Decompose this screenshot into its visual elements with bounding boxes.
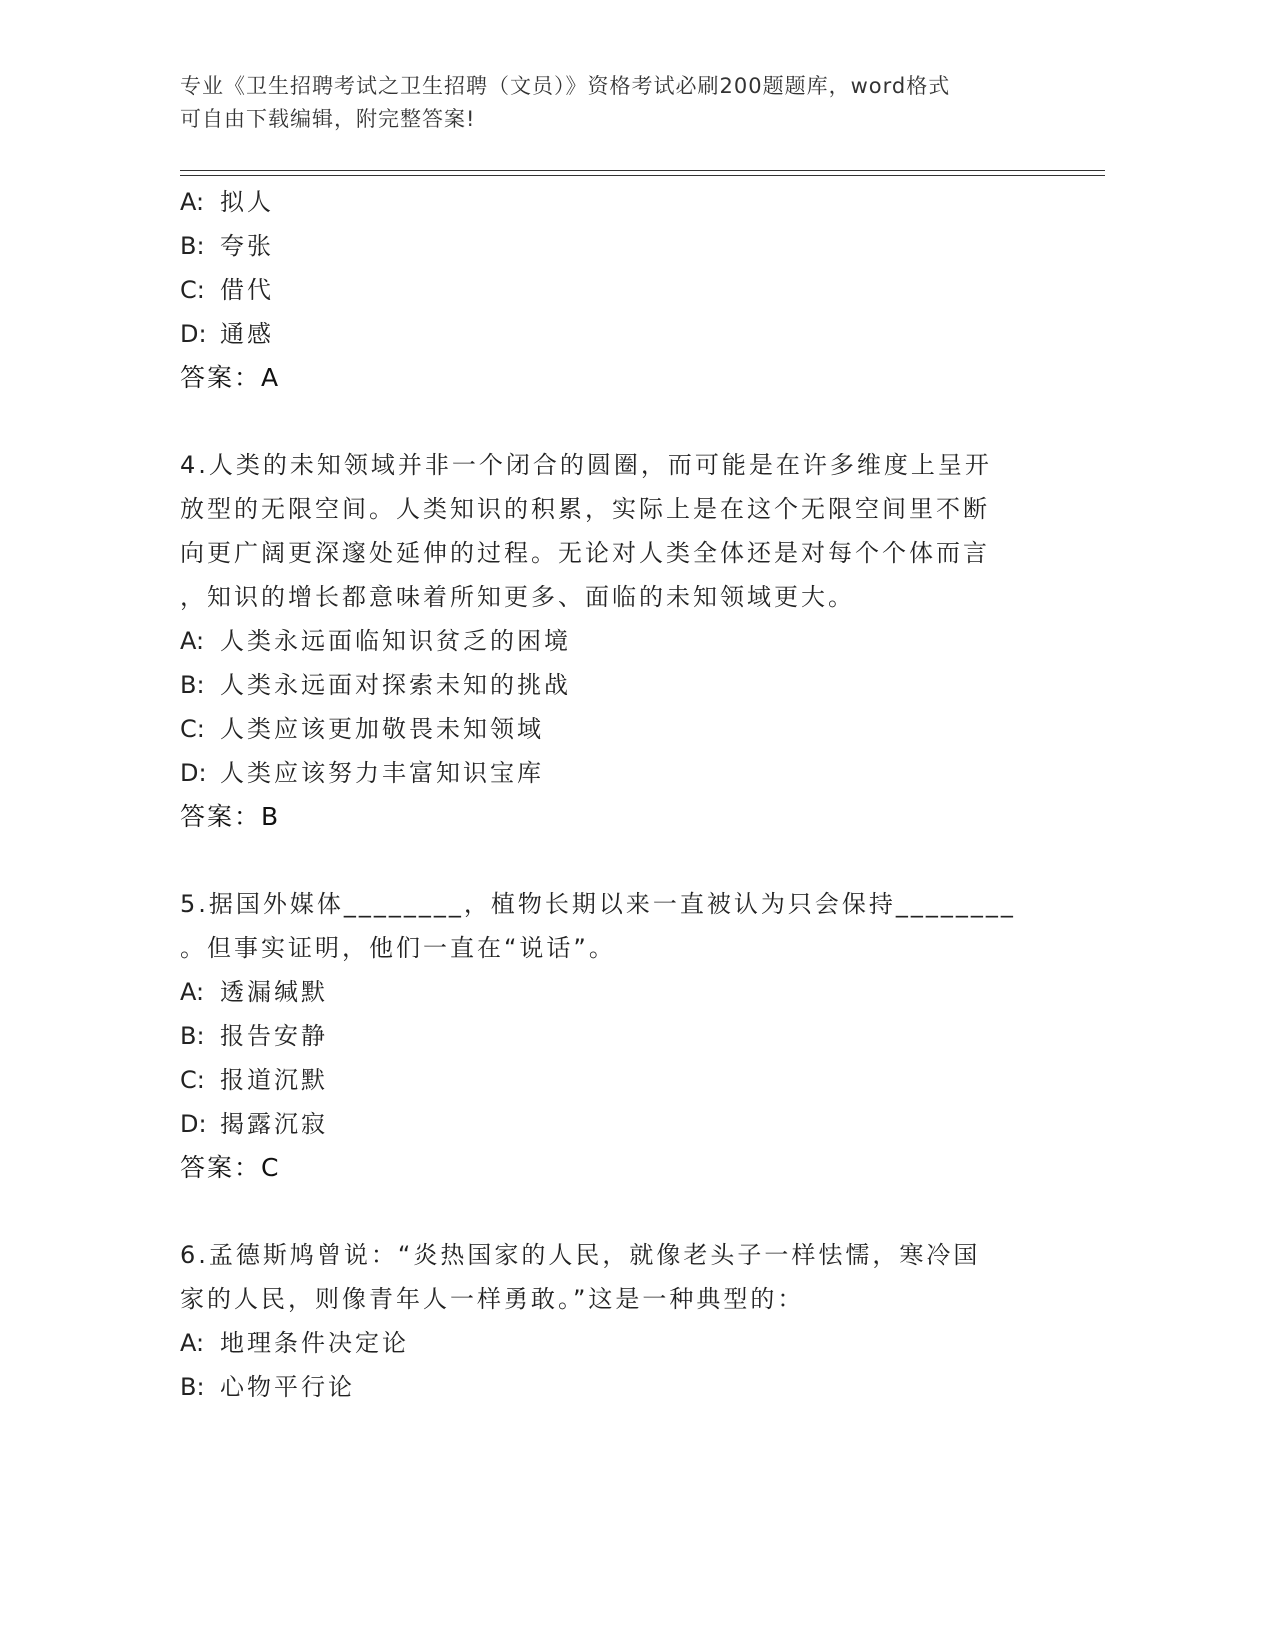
question-text-line: 家的人民，则像青年人一样勇敢。”这是一种典型的： [180, 1285, 805, 1313]
question-content [180, 180, 1040, 1409]
question-text-line: 放型的无限空间。人类知识的积累，实际上是在这个无限空间里不断 [180, 495, 990, 523]
header-divider-bottom [180, 175, 1105, 176]
option-a: A: 透漏缄默 [180, 978, 328, 1006]
option-b: B: 夸张 [180, 232, 274, 260]
option-d: D: 通感 [180, 320, 274, 348]
question-text-line: 4.人类的未知领域并非一个闭合的圆圈，而可能是在许多维度上呈开 [180, 451, 992, 479]
header-line-1: 专业《卫生招聘考试之卫生招聘（文员）》资格考试必刷200题题库，word格式 [180, 74, 951, 98]
question-3 [180, 180, 1040, 400]
document-header [180, 70, 1030, 136]
option-d: D: 揭露沉寂 [180, 1110, 328, 1138]
answer-line: 答案：C [180, 1153, 281, 1182]
answer-line: 答案：A [180, 363, 281, 392]
question-6 [180, 1233, 1040, 1409]
header-divider-top [180, 170, 1105, 171]
question-5 [180, 882, 1040, 1190]
question-text-line: 6.孟德斯鸠曾说：“炎热国家的人民，就像老头子一样怯懦，寒冷国 [180, 1241, 981, 1269]
question-text-line: ，知识的增长都意味着所知更多、面临的未知领域更大。 [180, 583, 855, 611]
header-line-2: 可自由下载编辑，附完整答案! [180, 107, 476, 131]
option-b: B: 心物平行论 [180, 1373, 355, 1401]
option-c: C: 报道沉默 [180, 1066, 328, 1094]
option-c: C: 人类应该更加敬畏未知领域 [180, 715, 544, 743]
question-text-line: 向更广阔更深邃处延伸的过程。无论对人类全体还是对每个个体而言 [180, 539, 990, 567]
question-text-line: 。但事实证明，他们一直在“说话”。 [180, 934, 616, 962]
option-a: A: 地理条件决定论 [180, 1329, 409, 1357]
option-b: B: 报告安静 [180, 1022, 328, 1050]
answer-line: 答案：B [180, 802, 281, 831]
option-a: A: 拟人 [180, 188, 274, 216]
option-d: D: 人类应该努力丰富知识宝库 [180, 759, 544, 787]
option-c: C: 借代 [180, 276, 274, 304]
option-b: B: 人类永远面对探索未知的挑战 [180, 671, 571, 699]
option-a: A: 人类永远面临知识贫乏的困境 [180, 627, 571, 655]
question-4 [180, 443, 1040, 839]
question-text-line: 5.据国外媒体________，植物长期以来一直被认为只会保持________ [180, 890, 1016, 918]
